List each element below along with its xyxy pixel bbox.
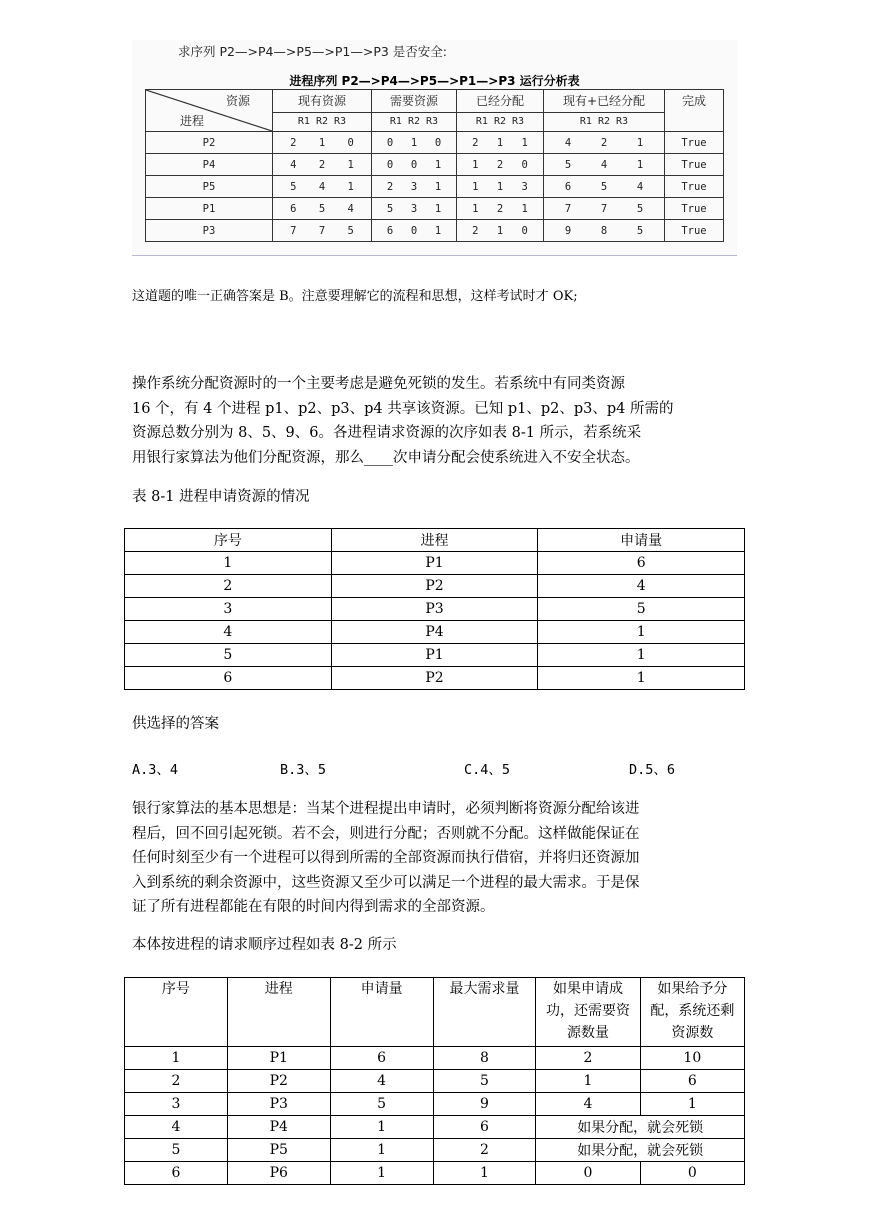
table1-header: 申请量 [538,529,745,552]
value: 5 [564,158,572,171]
value: 2 [472,224,479,237]
triplet-cell [457,198,544,220]
triplet-cell [457,154,544,176]
value: 1 [318,136,326,149]
table-cell: 3 [125,1093,228,1116]
problem-paragraph: 操作系统分配资源时的一个主要考虑是避免死锁的发生。若系统中有同类资源 16 个，有 4 个进程 p1、p2、p3、p4 共享该资源。已知 p1、p2、p3、p4 所需的 资源总数分别为 8、5、9、6。各进程请求资源的次序如表 8-1 所示，若系统采 用银行家算法为他们分配资源，那么____次申请分配会使系统进入不安全状态。 [132,376,674,466]
table-cell: P3 [227,1093,330,1116]
table-cell: 2 [125,1070,228,1093]
value: 3 [410,202,418,215]
table-cell: 6 [433,1116,536,1139]
value: 1 [521,202,528,215]
answer-note: 这道题的唯一正确答案是 B。注意要理解它的流程和思想，这样考试时才 OK; [132,289,578,304]
table-cell: 6 [640,1070,744,1093]
table2-caption: 本体按进程的请求顺序过程如表 8-2 所示 [132,937,397,953]
table2-header: 序号 [125,978,228,1047]
table1-header: 进程 [331,529,538,552]
value: 0 [410,158,418,171]
value: 1 [636,136,644,149]
value: 4 [636,180,644,193]
table-cell: 如果分配，就会死锁 [536,1116,745,1139]
analysis-table-title: 进程序列 P2—>P4—>P5—>P1—>P3 运行分析表 [289,74,580,88]
value: 2 [472,136,479,149]
value: 5 [386,202,394,215]
value: 5 [636,224,644,237]
options-label: 供选择的答案 [132,716,219,732]
table-cell: 1 [538,621,745,644]
table-cell: P1 [227,1047,330,1070]
table-cell: 2 [433,1139,536,1162]
value: 1 [472,158,479,171]
value: 2 [318,158,326,171]
table-cell: P2 [331,667,538,690]
triplet-cell [273,154,372,176]
table-cell: 1 [536,1070,640,1093]
question-line: 求序列 P2—>P4—>P5—>P1—>P3 是否安全: [178,44,448,59]
table-cell: 5 [125,1139,228,1162]
value: 0 [386,136,394,149]
value: 0 [410,224,418,237]
table2-header: 申请量 [330,978,433,1047]
value: 2 [496,158,504,171]
done-cell: True [665,154,724,176]
subheader: R1 R2 R3 [372,112,457,131]
triplet-cell [457,132,544,154]
done-cell: True [665,176,724,198]
table-row [125,644,745,667]
triplet-cell [544,220,665,242]
table-cell: P4 [227,1116,330,1139]
value: 4 [290,158,297,171]
table-cell: P4 [331,621,538,644]
table-cell: 0 [536,1162,640,1185]
value: 6 [386,224,394,237]
value: 5 [318,202,326,215]
process-cell: P3 [146,220,273,242]
table-cell: P5 [227,1139,330,1162]
value: 2 [386,180,394,193]
triplet-cell [544,132,665,154]
table-row [125,621,745,644]
table2-header: 如果申请成功，还需要资源数量 [536,978,640,1047]
table-cell: 5 [538,598,745,621]
subheader: R1 R2 R3 [544,112,665,131]
analysis-row [146,176,724,198]
table-row [125,1047,745,1070]
table-row [125,1093,745,1116]
triplet-cell [372,176,457,198]
table-row [125,552,745,575]
table-cell: P3 [331,598,538,621]
table1-header: 序号 [125,529,332,552]
table2-header-row [125,978,745,1047]
value: 1 [434,224,442,237]
triplet-cell [372,132,457,154]
value: 0 [347,136,354,149]
table-cell: P2 [331,575,538,598]
value: 1 [472,180,479,193]
triplet-cell [273,198,372,220]
table-cell: 如果分配，就会死锁 [536,1139,745,1162]
option-a: A.3、4 [132,762,179,778]
table-cell: 5 [125,644,332,667]
table-cell: P1 [331,552,538,575]
table-row [125,1116,745,1139]
table-cell: P6 [227,1162,330,1185]
process-cell: P5 [146,176,273,198]
triplet-cell [457,176,544,198]
value: 5 [290,180,297,193]
table-cell: 9 [433,1093,536,1116]
table-row [125,575,745,598]
done-cell: True [665,220,724,242]
table-cell: 2 [536,1047,640,1070]
corner-cell: 资源 进程 [146,90,273,132]
value: 5 [600,180,608,193]
table-cell: 0 [640,1162,744,1185]
done-cell: True [665,132,724,154]
value: 2 [290,136,297,149]
table-cell: P1 [331,644,538,667]
table-cell: 5 [433,1070,536,1093]
header-sum: 现有+已经分配 [544,90,665,113]
table-cell: 6 [125,667,332,690]
analysis-image [132,40,737,256]
table-cell: 4 [538,575,745,598]
value: 1 [496,224,504,237]
table-cell: 10 [640,1047,744,1070]
table-cell: 1 [433,1162,536,1185]
value: 4 [318,180,326,193]
value: 1 [410,136,418,149]
value: 5 [636,202,644,215]
value: 7 [600,202,608,215]
value: 9 [564,224,572,237]
table-row [125,598,745,621]
analysis-row [146,220,724,242]
value: 1 [434,158,442,171]
table-cell: 1 [125,1047,228,1070]
value: 0 [386,158,394,171]
table-row [125,1070,745,1093]
option-b: B.3、5 [280,762,327,778]
value: 1 [434,202,442,215]
header-current: 现有资源 [273,90,372,113]
triplet-cell [372,154,457,176]
value: 2 [496,202,504,215]
value: 7 [564,202,572,215]
table2-header: 进程 [227,978,330,1047]
value: 1 [347,180,354,193]
value: 0 [521,158,528,171]
triplet-cell [273,220,372,242]
value: 1 [472,202,479,215]
explanation-paragraph: 银行家算法的基本思想是：当某个进程提出申请时，必须判断将资源分配给该进 程后，回不回引起死锁。若不会，则进行分配；否则就不分配。这样做能保证在 任何时刻至少有一个进程可以得到所需的全部资源而执行借宿，并将归还资源加 入到系统的剩余资源中，这些资源又至少可以满足一个进程的最大需求。于是保 证了所有进程都能在有限的时间内得到需求的全部资源。 [132,801,640,915]
table-cell: 8 [433,1047,536,1070]
table2-header: 如果给予分配，系统还剩资源数 [640,978,744,1047]
value: 0 [521,224,528,237]
value: 7 [318,224,326,237]
table-cell: 1 [538,667,745,690]
value: 1 [434,180,442,193]
table-cell: P2 [227,1070,330,1093]
triplet-cell [457,220,544,242]
value: 3 [410,180,418,193]
header-allocated: 已经分配 [457,90,544,113]
process-cell: P2 [146,132,273,154]
triplet-cell [544,154,665,176]
option-c: C.4、5 [464,762,511,778]
table-cell: 4 [125,1116,228,1139]
value: 1 [347,158,354,171]
table-cell: 5 [330,1093,433,1116]
table-cell: 3 [125,598,332,621]
process-cell: P4 [146,154,273,176]
subheader: R1 R2 R3 [273,112,372,131]
analysis-table [145,89,724,242]
table-cell: 4 [125,621,332,644]
table-cell: 1 [640,1093,744,1116]
table-row [125,1162,745,1185]
header-done: 完成 [665,90,724,132]
triplet-cell [372,220,457,242]
value: 0 [434,136,442,149]
table-cell: 4 [330,1070,433,1093]
table-cell: 1 [330,1116,433,1139]
table1-caption: 表 8-1 进程申请资源的情况 [132,489,310,505]
analysis-row [146,154,724,176]
value: 1 [496,180,504,193]
triplet-cell [544,176,665,198]
table-cell: 2 [125,575,332,598]
table-cell: 1 [125,552,332,575]
value: 4 [600,158,608,171]
value: 4 [564,136,572,149]
table-cell: 4 [536,1093,640,1116]
value: 6 [290,202,297,215]
value: 4 [347,202,354,215]
value: 8 [600,224,608,237]
value: 1 [496,136,504,149]
analysis-row [146,198,724,220]
value: 1 [521,136,528,149]
request-table [124,528,745,690]
value: 5 [347,224,354,237]
triplet-cell [273,132,372,154]
table-cell: 6 [125,1162,228,1185]
triplet-cell [273,176,372,198]
triplet-cell [372,198,457,220]
value: 1 [636,158,644,171]
value: 7 [290,224,297,237]
value: 6 [564,180,572,193]
value: 2 [600,136,608,149]
table-cell: 1 [330,1162,433,1185]
option-d: D.5、6 [629,762,676,778]
table-cell: 1 [330,1139,433,1162]
subheader: R1 R2 R3 [457,112,544,131]
header-need: 需要资源 [372,90,457,113]
process-table [124,977,745,1185]
done-cell: True [665,198,724,220]
table-cell: 6 [330,1047,433,1070]
table-row [125,1139,745,1162]
triplet-cell [544,198,665,220]
table-cell: 1 [538,644,745,667]
table-cell: 6 [538,552,745,575]
table2-header: 最大需求量 [433,978,536,1047]
value: 3 [521,180,528,193]
analysis-row [146,132,724,154]
process-cell: P1 [146,198,273,220]
table-row [125,667,745,690]
